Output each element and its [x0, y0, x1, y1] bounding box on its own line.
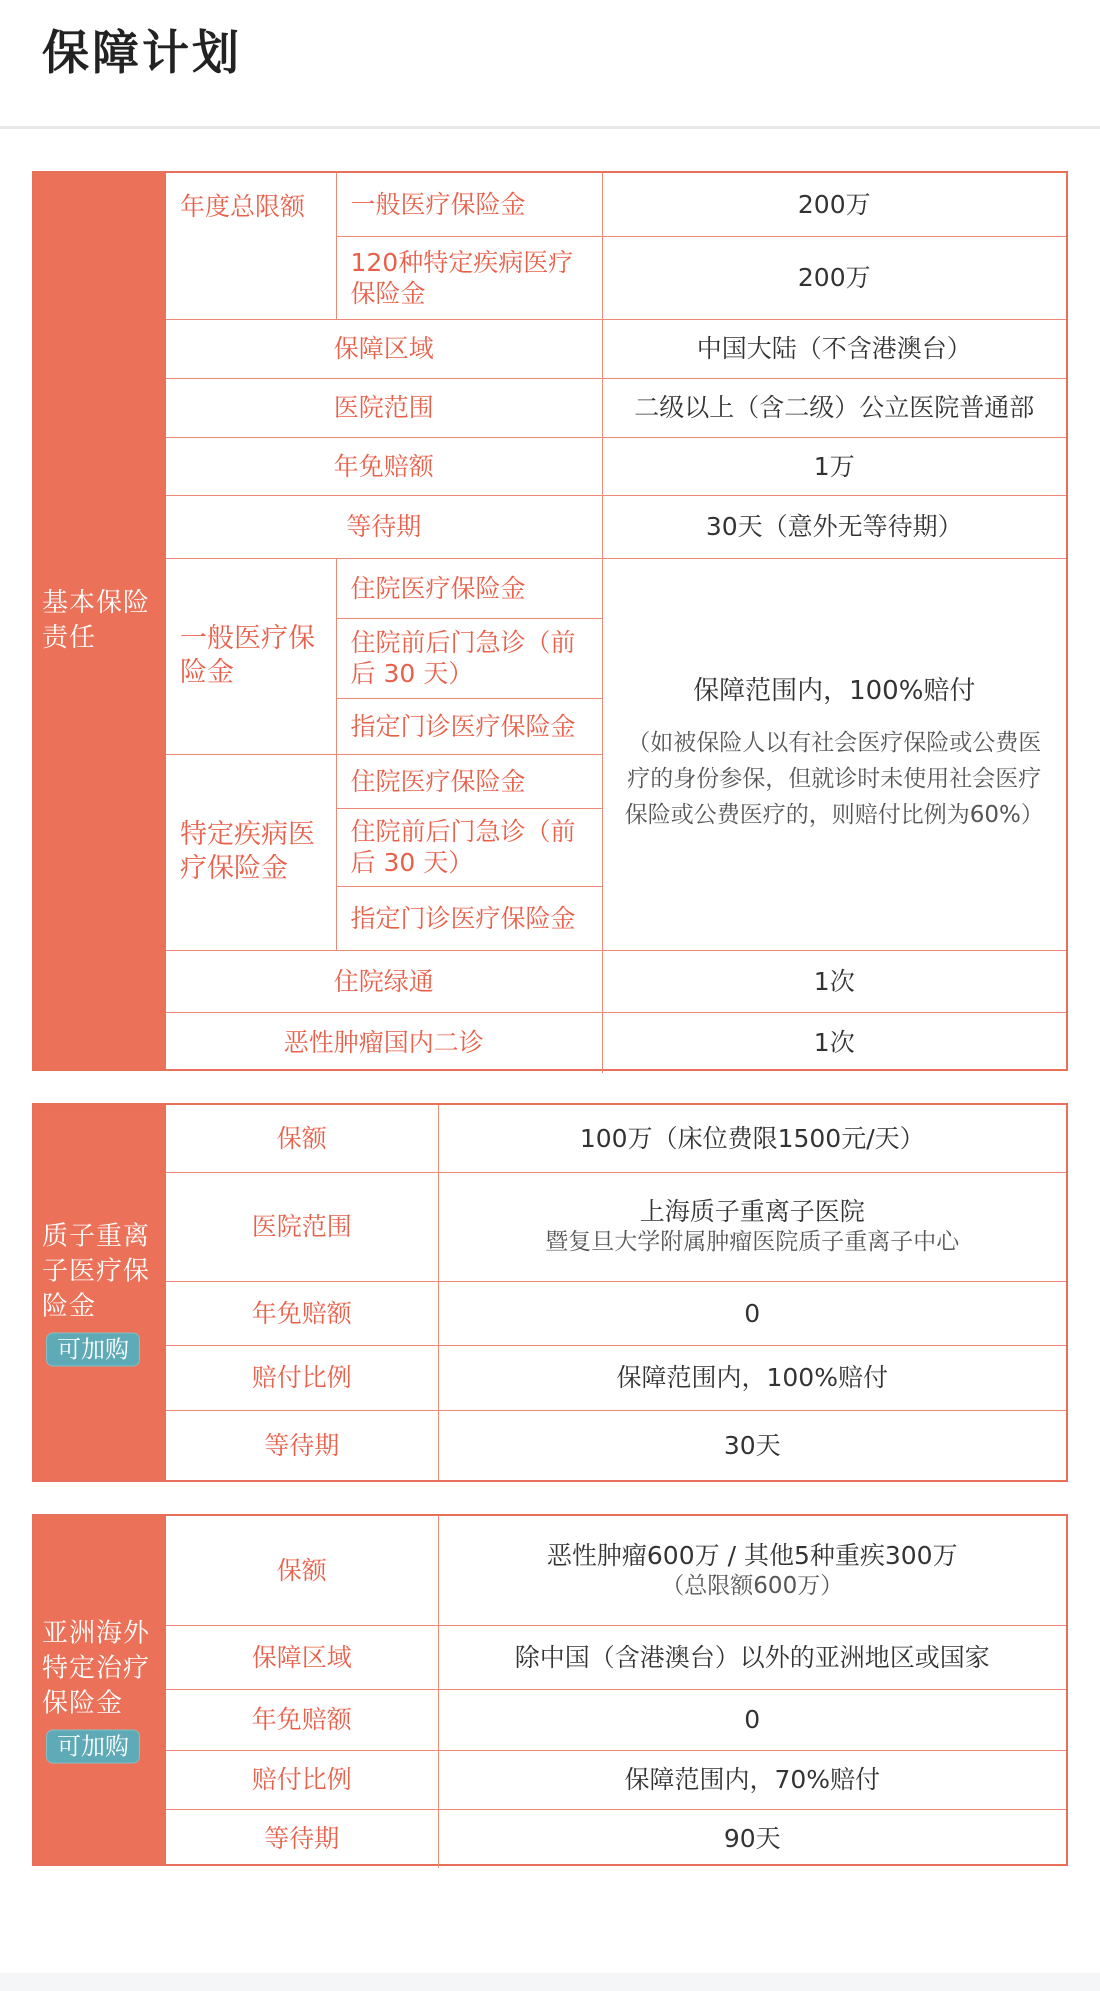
- table-row: [166, 319, 1066, 378]
- table-row: [166, 1281, 1066, 1345]
- table-row: [166, 1809, 1066, 1868]
- specific-disease-label: 特定疾病医疗保险金: [166, 754, 336, 950]
- asia-addon-badge[interactable]: 可加购: [46, 1730, 140, 1764]
- page-header: [0, 0, 1100, 129]
- table-row: [166, 378, 1066, 437]
- asia-waiting-value: 90天: [438, 1809, 1066, 1868]
- deductible-value: 1万: [602, 437, 1066, 495]
- basic-coverage-table: [166, 173, 1066, 1069]
- asia-header: [34, 1516, 166, 1864]
- waiting-label: 等待期: [166, 495, 602, 558]
- table-row: [166, 1625, 1066, 1689]
- page-footer: [0, 1973, 1100, 1991]
- table-row: [166, 1172, 1066, 1281]
- table-row: [166, 1105, 1066, 1172]
- asia-deductible-value: 0: [438, 1689, 1066, 1750]
- asia-deductible-label: 年免赔额: [166, 1689, 438, 1750]
- basic-coverage-header: [34, 173, 166, 1069]
- general-medical-limit-label: 一般医疗保险金: [336, 173, 602, 236]
- hospital-value: 二级以上（含二级）公立医院普通部: [602, 378, 1066, 437]
- table-row: [166, 558, 1066, 618]
- proton-hospital-sub: 暨复旦大学附属肿瘤医院质子重离子中心: [545, 1229, 960, 1255]
- proton-deductible-label: 年免赔额: [166, 1281, 438, 1345]
- proton-deductible-value: 0: [438, 1281, 1066, 1345]
- table-row: [166, 1689, 1066, 1750]
- proton-waiting-value: 30天: [438, 1410, 1066, 1480]
- green-channel-label: 住院绿通: [166, 950, 602, 1012]
- general-medical-label: 一般医疗保险金: [166, 558, 336, 754]
- table-row: [166, 1012, 1066, 1073]
- asia-waiting-label: 等待期: [166, 1809, 438, 1868]
- proton-addon-badge[interactable]: 可加购: [46, 1332, 140, 1366]
- specific-disease-limit-label: 120种特定疾病医疗保险金: [336, 236, 602, 319]
- specific-designated-clinic-label: 指定门诊医疗保险金: [336, 886, 602, 950]
- hospital-label: 医院范围: [166, 378, 602, 437]
- region-label: 保障区域: [166, 319, 602, 378]
- proton-amount-label: 保额: [166, 1105, 438, 1172]
- payout-note: （如被保险人以有社会医疗保险或公费医疗的身份参保，但就诊时未使用社会医疗保险或公费医疗的，则赔付比例为60%）: [624, 729, 1044, 828]
- region-value: 中国大陆（不含港澳台）: [602, 319, 1066, 378]
- payout-main: 保障范围内，100%赔付: [693, 675, 976, 706]
- general-medical-limit-value: 200万: [602, 173, 1066, 236]
- second-opinion-label: 恶性肿瘤国内二诊: [166, 1012, 602, 1073]
- table-row: [166, 437, 1066, 495]
- asia-amount-label: 保额: [166, 1516, 438, 1625]
- payout-cell: [602, 558, 1066, 950]
- specific-disease-limit-value: 200万: [602, 236, 1066, 319]
- specific-inpatient-label: 住院医疗保险金: [336, 754, 602, 808]
- specific-outpatient-label: 住院前后门急诊（前后 30 天）: [336, 808, 602, 886]
- proton-hospital-main: 上海质子重离子医院: [639, 1197, 865, 1226]
- asia-region-label: 保障区域: [166, 1625, 438, 1689]
- table-row: [166, 1410, 1066, 1480]
- proton-hospital-value: [438, 1172, 1066, 1281]
- proton-section: [32, 1103, 1068, 1482]
- proton-title: 质子重离子医疗保险金: [42, 1221, 151, 1321]
- table-row: [166, 173, 1066, 236]
- proton-payout-label: 赔付比例: [166, 1345, 438, 1410]
- table-row: [166, 950, 1066, 1012]
- page-title: 保障计划: [42, 26, 242, 81]
- deductible-label: 年免赔额: [166, 437, 602, 495]
- proton-hospital-label: 医院范围: [166, 1172, 438, 1281]
- asia-region-value: 除中国（含港澳台）以外的亚洲地区或国家: [438, 1625, 1066, 1689]
- proton-table: [166, 1105, 1066, 1480]
- asia-amount-sub: （总限额600万）: [661, 1572, 844, 1599]
- proton-amount-value: 100万（床位费限1500元/天）: [438, 1105, 1066, 1172]
- general-inpatient-label: 住院医疗保险金: [336, 558, 602, 618]
- second-opinion-value: 1次: [602, 1012, 1066, 1073]
- proton-waiting-label: 等待期: [166, 1410, 438, 1480]
- basic-coverage-section: [32, 171, 1068, 1071]
- green-channel-value: 1次: [602, 950, 1066, 1012]
- table-row: [166, 1345, 1066, 1410]
- asia-payout-label: 赔付比例: [166, 1750, 438, 1809]
- general-outpatient-label: 住院前后门急诊（前后 30 天）: [336, 618, 602, 698]
- table-row: [166, 1516, 1066, 1625]
- basic-coverage-title: 基本保险责任: [42, 588, 151, 653]
- proton-header: [34, 1105, 166, 1480]
- asia-amount-value: [438, 1516, 1066, 1625]
- general-designated-clinic-label: 指定门诊医疗保险金: [336, 698, 602, 754]
- asia-title: 亚洲海外特定治疗保险金: [42, 1618, 151, 1719]
- asia-amount-main: 恶性肿瘤600万 / 其他5种重疾300万: [546, 1540, 958, 1570]
- asia-section: [32, 1514, 1068, 1866]
- asia-payout-value: 保障范围内，70%赔付: [438, 1750, 1066, 1809]
- table-row: [166, 1750, 1066, 1809]
- asia-table: [166, 1516, 1066, 1864]
- annual-limit-label: 年度总限额: [166, 173, 336, 319]
- waiting-value: 30天（意外无等待期）: [602, 495, 1066, 558]
- proton-payout-value: 保障范围内，100%赔付: [438, 1345, 1066, 1410]
- table-row: [166, 495, 1066, 558]
